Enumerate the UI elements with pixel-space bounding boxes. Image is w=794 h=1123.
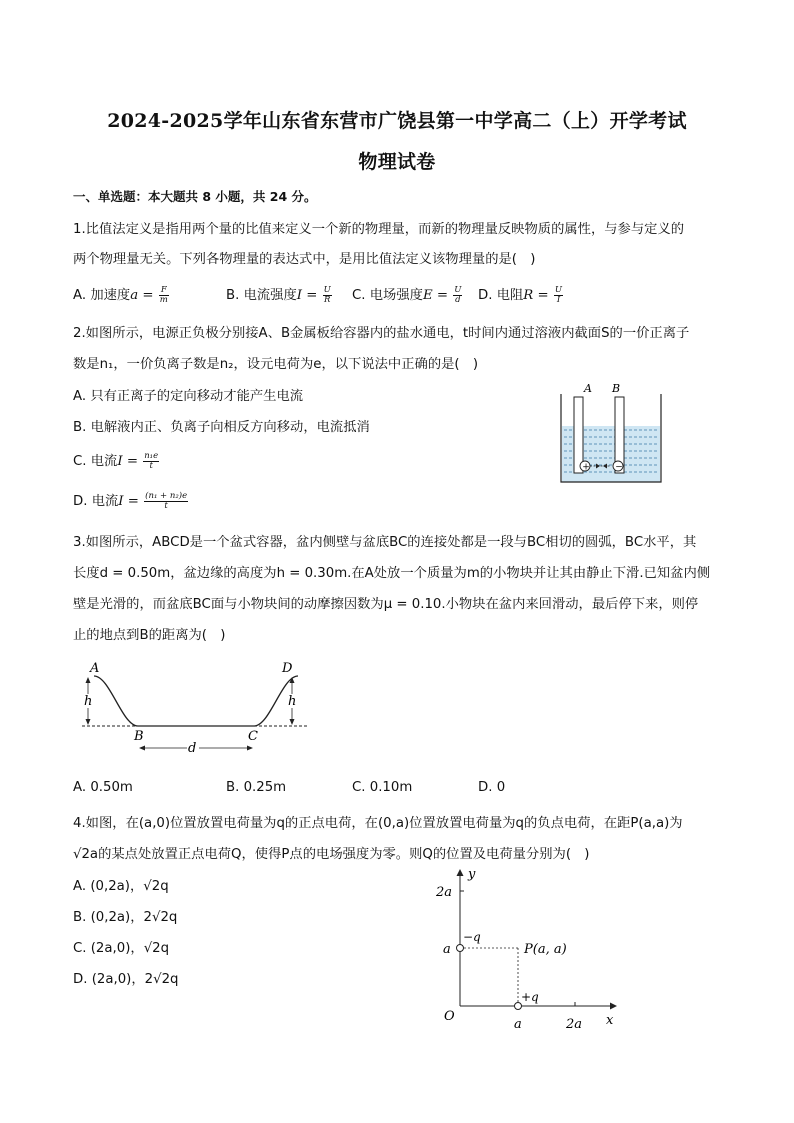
q4-option-a: A. (0,2a)，√2q xyxy=(73,879,169,894)
q4-option-d: D. (2a,0)，2√2q xyxy=(73,972,179,987)
exam-subtitle: 物理试卷 xyxy=(358,151,436,173)
label-point-d: D xyxy=(282,661,293,676)
label-x-2a: 2a xyxy=(566,1017,583,1032)
basin-profile xyxy=(94,676,298,726)
q3-stem-line2: 长度d = 0.50m，盆边缘的高度为h = 0.30m.在A处放一个质量为m的小物块并让其由静止下滑.已知盆内侧 xyxy=(73,566,711,581)
y-axis-arrow-icon xyxy=(457,869,464,876)
q3-stem-line3: 壁是光滑的，而盆底BC面与小物块间的动摩擦因数为μ = 0.10.小物块在盆内来回滑动，最后停下来，则停 xyxy=(73,597,699,612)
q2-option-b: B. 电解液内正、负离子向相反方向移动，电流抵消 xyxy=(73,420,370,435)
label-plate-a: A xyxy=(584,382,592,395)
label-plate-b: B xyxy=(612,382,621,395)
label-origin: O xyxy=(444,1009,455,1024)
label-point-a: A xyxy=(90,661,100,676)
q3-basin-figure xyxy=(76,658,316,758)
q3-option-b: B. 0.25m xyxy=(226,780,287,795)
q2-option-c: C. 电流I = $\frac{\text{n₁e}}{t}$ xyxy=(73,450,159,471)
negative-ion-sign: − xyxy=(615,462,623,473)
q4-coordinate-figure xyxy=(430,858,630,1038)
q1-option-c: C. 电场强度E = $\frac{U}{d}$ xyxy=(352,284,462,305)
label-d: d xyxy=(188,741,197,756)
q3-stem-line1: 3.如图所示，ABCD是一个盆式容器，盆内侧壁与盆底BC的连接处都是一段与BC相切的圆弧，BC水平，其 xyxy=(73,535,697,550)
q4-stem-line1: 4.如图，在(a,0)位置放置电荷量为q的正点电荷，在(0,a)位置放置电荷量为q的负点电荷，在距P(a,a)为 xyxy=(73,816,683,831)
label-y-2a: 2a xyxy=(436,885,453,900)
q1-stem-line2: 两个物理量无关。下列各物理量的表达式中，是用比值法定义该物理量的是( ) xyxy=(73,252,536,267)
x-axis-arrow-icon xyxy=(610,1003,617,1010)
q4-option-b: B. (0,2a)，2√2q xyxy=(73,910,178,925)
label-positive-q: +q xyxy=(521,990,539,1004)
label-x-a: a xyxy=(514,1017,522,1032)
q4-option-c: C. (2a,0)，√2q xyxy=(73,941,170,956)
q3-option-c: C. 0.10m xyxy=(352,780,413,795)
q4-stem-line2: √2a的某点处放置正点电荷Q，使得P点的电场强度为零。则Q的位置及电荷量分别为( ) xyxy=(73,847,590,862)
label-x-axis: x xyxy=(606,1013,614,1028)
label-h-left: h xyxy=(84,694,93,709)
q3-stem-line4: 止的地点到B的距离为( ) xyxy=(73,628,226,643)
section-heading: 一、单选题：本大题共 8 小题，共 24 分。 xyxy=(73,189,317,204)
q1-option-a: A. 加速度a = $\frac{F}{m}$ xyxy=(73,284,168,305)
q2-electrolysis-figure xyxy=(556,380,666,486)
label-h-right: h xyxy=(288,694,297,709)
q3-option-a: A. 0.50m xyxy=(73,780,133,795)
negative-charge xyxy=(457,945,464,952)
q2-stem-line2: 数是n₁，一价负离子数是n₂，设元电荷为e，以下说法中正确的是( ) xyxy=(73,357,479,372)
q2-option-a: A. 只有正离子的定向移动才能产生电流 xyxy=(73,389,304,404)
q2-stem-line1: 2.如图所示，电源正负极分别接A、B金属板给容器内的盐水通电，t时间内通过溶液内截面S的一价正离子 xyxy=(73,326,690,341)
exam-title: 2024-2025学年山东省东营市广饶县第一中学高二（上）开学考试 xyxy=(107,110,687,132)
label-negative-q: −q xyxy=(463,930,481,944)
q2-option-d: D. 电流I = $\frac{\text{(n₁ + n₂)e}}{t}$ xyxy=(73,490,188,511)
label-y-axis: y xyxy=(468,867,476,882)
q1-option-b: B. 电流强度I = $\frac{U}{R}$ xyxy=(226,284,331,305)
label-point-c: C xyxy=(248,729,258,744)
q1-option-d: D. 电阻R = $\frac{U}{I}$ xyxy=(478,284,563,305)
label-point-p: P(a, a) xyxy=(524,942,567,957)
q1-stem-line1: 1.比值法定义是指用两个量的比值来定义一个新的物理量，而新的物理量反映物质的属性，与参与定义的 xyxy=(73,222,685,237)
q3-option-d: D. 0 xyxy=(478,780,506,795)
label-y-a: a xyxy=(443,942,451,957)
positive-ion-sign: + xyxy=(582,462,590,473)
label-point-b: B xyxy=(134,729,144,744)
